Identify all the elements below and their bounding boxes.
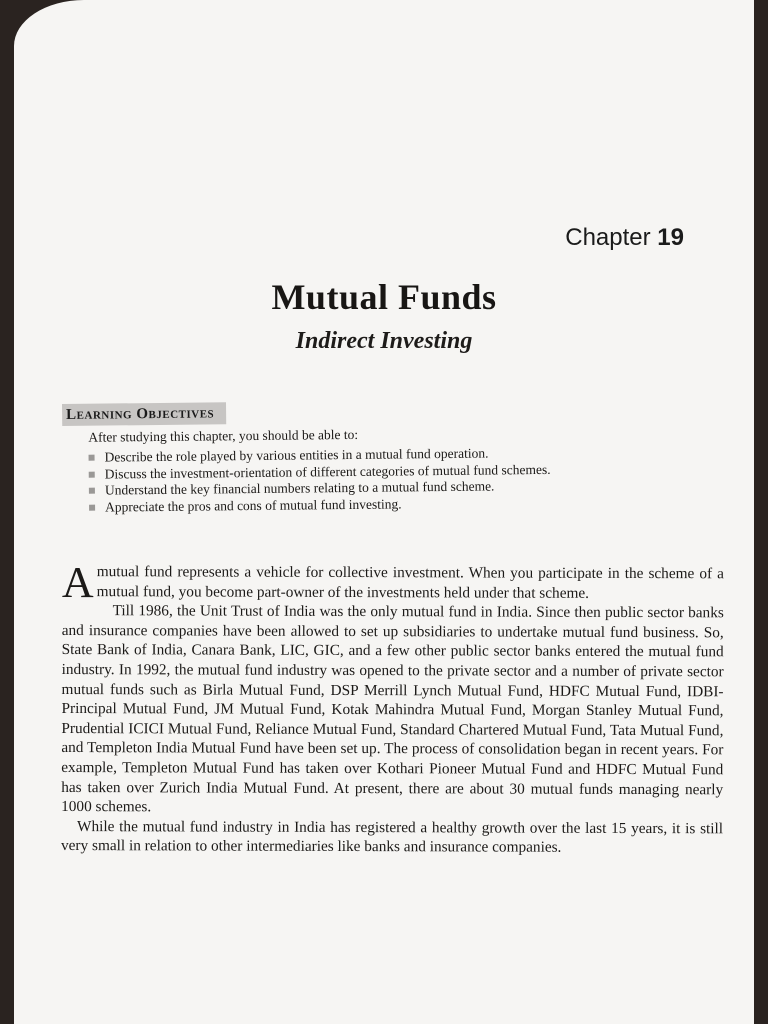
chapter-number: 19: [657, 224, 684, 251]
square-bullet-icon: [89, 504, 95, 510]
learning-objectives: [62, 398, 653, 516]
square-bullet-icon: [89, 471, 95, 477]
chapter-label: [565, 224, 684, 252]
body-text: [60, 558, 724, 858]
chapter-title: Mutual Funds: [271, 277, 497, 317]
chapter-subtitle: Indirect Investing: [295, 328, 473, 354]
objective-item: Discuss the investment-orientation of different categories of mutual fund schemes.: [89, 460, 653, 482]
objective-item: Appreciate the pros and cons of mutual fund investing.: [89, 493, 653, 515]
book-page: [14, 0, 754, 1024]
objective-item: Describe the role played by various entities in a mutual fund operation.: [88, 444, 652, 466]
chapter-word: Chapter: [565, 224, 651, 251]
square-bullet-icon: [89, 488, 95, 494]
objectives-heading: Learning Objectives: [62, 402, 226, 426]
objectives-intro: After studying this chapter, you should be able to:: [88, 426, 359, 445]
objective-item: Understand the key financial numbers relating to a mutual fund scheme.: [89, 477, 653, 499]
square-bullet-icon: [89, 455, 95, 461]
drop-cap: A: [61, 558, 94, 608]
paragraph-3: While the mutual fund industry in India has registered a healthy growth over the last 15 years, it is still very small in relation to other intermediaries like banks and insurance companies.: [60, 817, 724, 857]
paragraph-2: Till 1986, the Unit Trust of India was the only mutual fund in India. Since then public sector banks and insurance companies have been allowed to set up subsidiaries to undertake mutual fund business. So, State Bank of India, Canara Bank, LIC, GIC, and a few other public sector banks entered the mutual fund industry. In 1992, the mutual fund industry was opened to the private sector and a number of private sector mutual funds such as Birla Mutual Fund, DSP Merrill Lynch Mutual Fund, HDFC Mutual Fund, IDBI-Principal Mutual Fund, JM Mutual Fund, Kotak Mahindra Mutual Fund, Morgan Stanley Mutual Fund, Prudential ICICI Mutual Fund, Reliance Mutual Fund, Standard Chartered Mutual Fund, Tata Mutual Fund, and Templeton India Mutual Fund have been set up. The process of consolidation began in recent years. For example, Templeton Mutual Fund has taken over Kothari Pioneer Mutual Fund and HDFC Mutual Fund has taken over Zurich India Mutual Fund. At present, there are about 30 mutual funds managing nearly 1000 schemes.: [61, 602, 724, 816]
paragraph-1: Amutual fund represents a vehicle for collective investment. When you participate in the scheme of a mutual fund, you become part-owner of the investments held under that scheme.: [61, 558, 724, 608]
objectives-list: [88, 444, 653, 516]
